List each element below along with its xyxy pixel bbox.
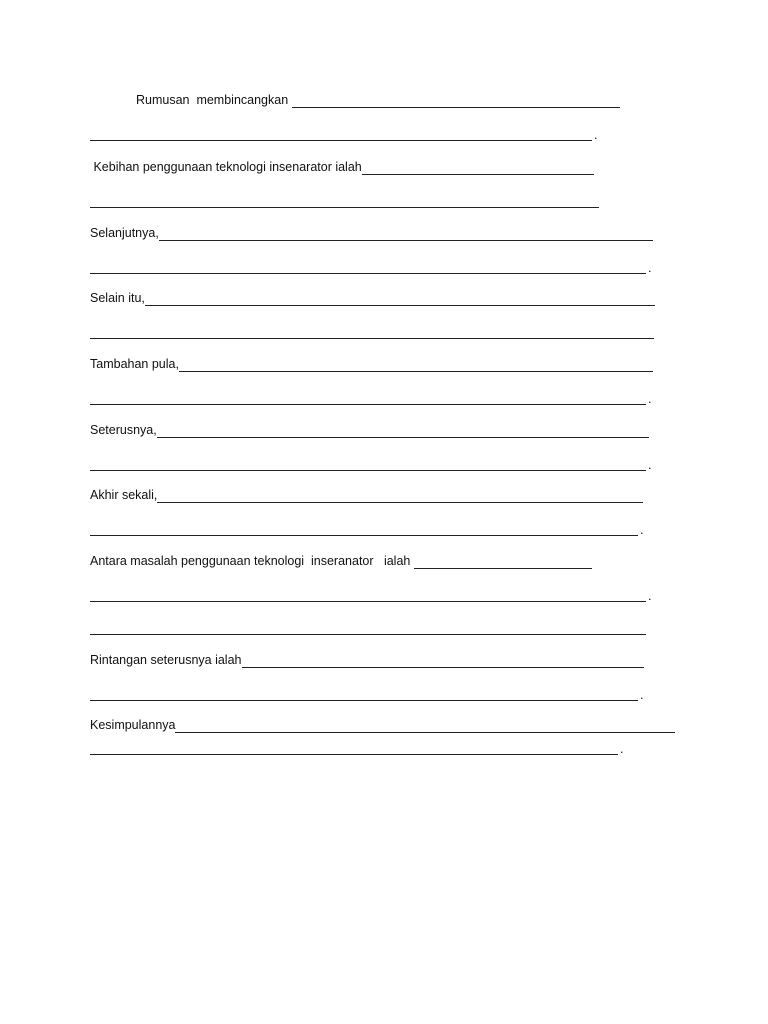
line-antara-masalah-cont2 [90, 621, 646, 637]
blank-tambahan-pula[interactable] [179, 359, 653, 372]
blank-selanjutnya-cont[interactable] [90, 261, 646, 274]
blank-antara-masalah[interactable] [414, 556, 592, 569]
blank-seterusnya-cont[interactable] [90, 458, 646, 471]
period: . [648, 458, 652, 472]
line-seterusnya-cont [90, 457, 651, 473]
blank-rumusan[interactable] [292, 95, 620, 108]
line-antara-masalah-cont [90, 588, 651, 604]
blank-rintangan[interactable] [242, 655, 644, 668]
line-selain-itu-cont [90, 325, 654, 341]
label-selain-itu: Selain itu, [90, 291, 145, 305]
line-rumusan-cont [90, 127, 597, 143]
blank-rumusan-cont[interactable] [90, 128, 592, 141]
line-akhir-sekali-cont [90, 522, 643, 538]
blank-akhir-sekali[interactable] [157, 490, 643, 503]
period: . [640, 688, 644, 702]
period: . [620, 742, 624, 756]
period: . [640, 523, 644, 537]
label-rumusan: Rumusan membincangkan [136, 93, 292, 107]
line-selanjutnya-cont [90, 260, 651, 276]
label-tambahan-pula: Tambahan pula, [90, 357, 179, 371]
blank-kebaikan-cont[interactable] [90, 195, 599, 208]
period: . [648, 589, 652, 603]
line-antara-masalah [90, 555, 592, 571]
label-selanjutnya: Selanjutnya, [90, 226, 159, 240]
blank-rintangan-cont[interactable] [90, 688, 638, 701]
label-rintangan: Rintangan seterusnya ialah [90, 653, 242, 667]
blank-akhir-sekali-cont[interactable] [90, 523, 638, 536]
blank-selain-itu-cont[interactable] [90, 326, 654, 339]
line-tambahan-pula-cont [90, 391, 651, 407]
line-rintangan [90, 654, 644, 670]
line-seterusnya [90, 424, 649, 440]
blank-antara-masalah-cont[interactable] [90, 589, 646, 602]
line-kesimpulannya [90, 719, 675, 735]
line-selanjutnya [90, 227, 653, 243]
blank-kesimpulannya-cont[interactable] [90, 742, 618, 755]
blank-antara-masalah-cont2[interactable] [90, 622, 646, 635]
label-seterusnya: Seterusnya, [90, 423, 157, 437]
label-kesimpulannya: Kesimpulannya [90, 718, 176, 732]
blank-kebaikan[interactable] [362, 162, 594, 175]
label-kebaikan: Kebihan penggunaan teknologi insenarator ialah [90, 160, 362, 174]
period: . [594, 128, 598, 142]
line-kebaikan-cont [90, 194, 599, 210]
label-akhir-sekali: Akhir sekali, [90, 488, 158, 502]
blank-selanjutnya[interactable] [159, 228, 653, 241]
line-akhir-sekali [90, 489, 643, 505]
blank-seterusnya[interactable] [157, 425, 649, 438]
line-rintangan-cont [90, 687, 643, 703]
line-kebaikan [90, 161, 594, 177]
blank-kesimpulannya[interactable] [175, 720, 675, 733]
period: . [648, 261, 652, 275]
blank-tambahan-pula-cont[interactable] [90, 392, 646, 405]
line-tambahan-pula [90, 358, 653, 374]
blank-selain-itu[interactable] [145, 293, 655, 306]
label-antara-masalah: Antara masalah penggunaan teknologi inseranator ialah [90, 554, 414, 568]
line-rumusan [136, 94, 620, 110]
period: . [648, 392, 652, 406]
line-kesimpulannya-cont [90, 741, 623, 757]
line-selain-itu [90, 292, 655, 308]
